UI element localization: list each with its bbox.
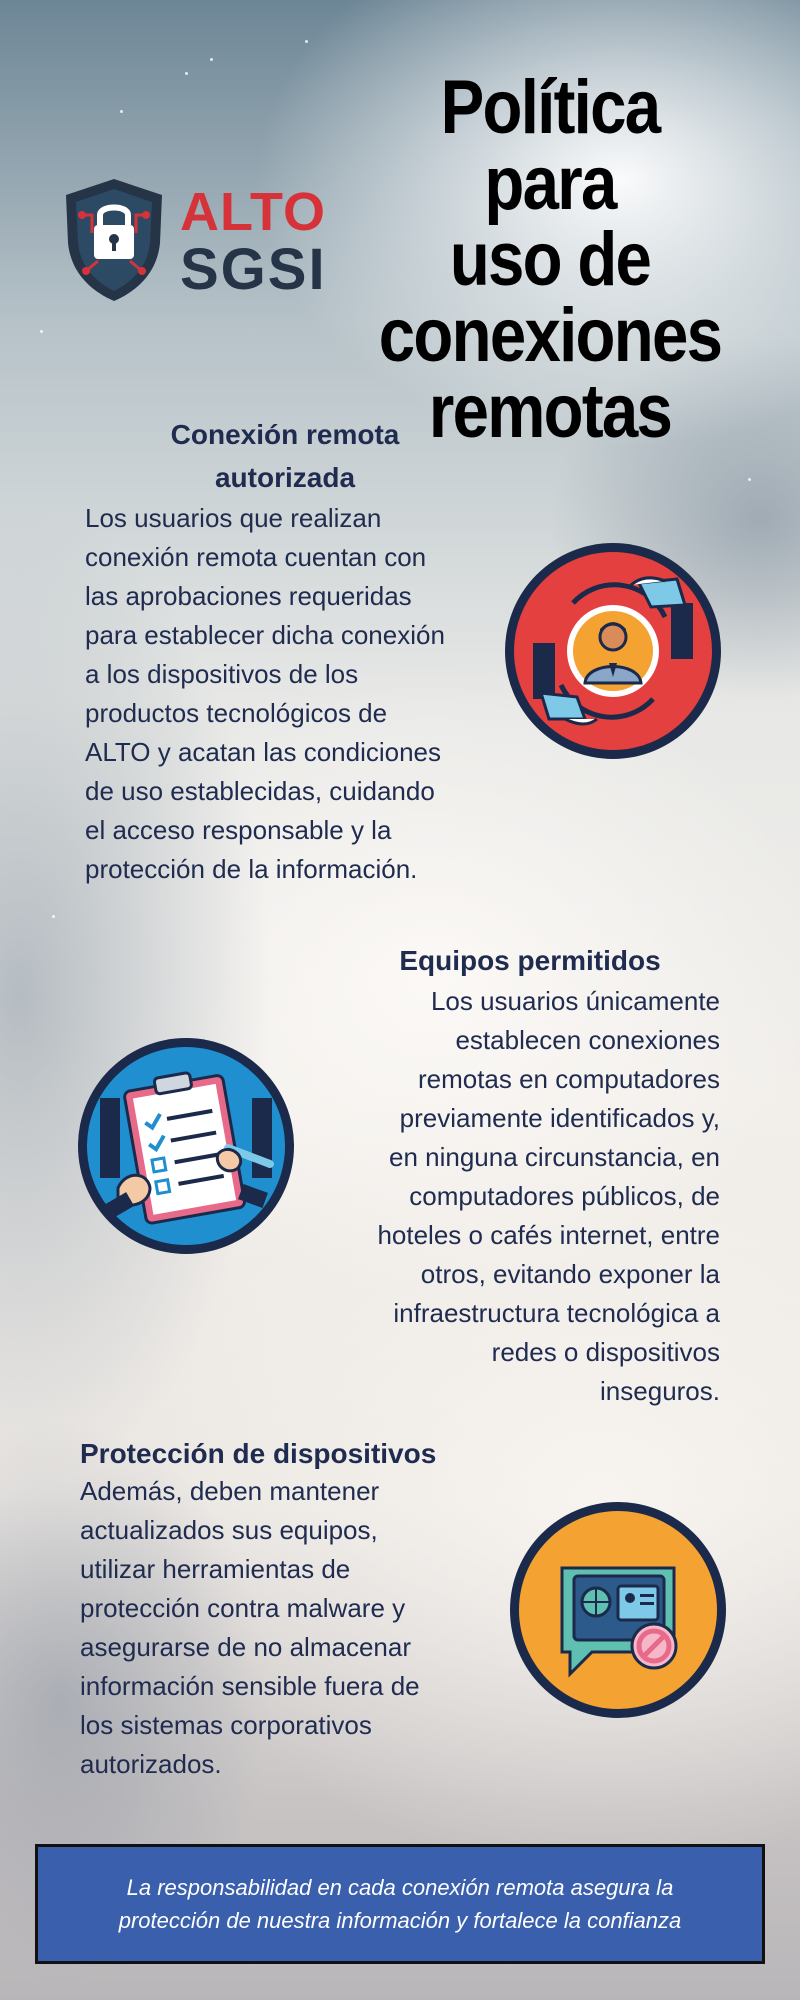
body-line: redes o dispositivos [491, 1337, 720, 1367]
section-body-equipos-permitidos [320, 982, 720, 1411]
background-speck [52, 915, 55, 918]
body-line: utilizar herramientas de [80, 1554, 351, 1584]
body-line: computadores públicos, de [409, 1181, 720, 1211]
body-line: información sensible fuera de [80, 1671, 420, 1701]
body-line: de uso establecidas, cuidando [85, 776, 435, 806]
section-heading-conexion-autorizada [85, 413, 485, 499]
body-line: Los usuarios únicamente [430, 986, 720, 1016]
body-line: las aprobaciones requeridas [85, 581, 412, 611]
background-speck [40, 330, 43, 333]
body-line: infraestructura tecnológica a [393, 1298, 720, 1328]
section-heading-line: Protección de dispositivos [80, 1438, 437, 1469]
section-heading-line: autorizada [214, 462, 356, 493]
section-heading-equipos-permitidos [330, 939, 730, 982]
body-line: a los dispositivos de los [85, 659, 359, 689]
body-line: actualizados sus equipos, [80, 1515, 378, 1545]
page-title [369, 65, 730, 454]
brand-name-line2: SGSI [180, 237, 327, 302]
section-heading-line: Conexión remota [170, 419, 400, 450]
body-line: hoteles o cafés internet, entre [377, 1220, 720, 1250]
page-title-line: conexiones [378, 293, 722, 378]
background-speck [210, 58, 213, 61]
body-line: asegurarse de no almacenar [80, 1632, 411, 1662]
body-line: autorizados. [80, 1749, 222, 1779]
section-heading-line: Equipos permitidos [399, 945, 661, 976]
user-handshake-icon [505, 543, 721, 759]
body-line: Los usuarios que realizan [85, 503, 382, 533]
id-card-blocked-icon [510, 1502, 726, 1718]
clipboard-checklist-icon [78, 1038, 294, 1254]
section-heading-proteccion-dispositivos [80, 1432, 500, 1475]
body-line: previamente identificados y, [399, 1103, 720, 1133]
background-speck [748, 478, 751, 481]
brand-logo [62, 175, 332, 305]
body-line: ALTO y acatan las condiciones [85, 737, 442, 767]
body-line: establecen conexiones [455, 1025, 720, 1055]
body-line: el acceso responsable y la [85, 815, 392, 845]
body-line: otros, evitando exponer la [420, 1259, 720, 1289]
background-speck [120, 110, 123, 113]
body-line: productos tecnológicos de [85, 698, 388, 728]
footer-banner [35, 1844, 765, 1964]
shield-padlock-icon [62, 175, 167, 303]
body-line: protección de la información. [85, 854, 418, 884]
body-line: en ninguna circunstancia, en [388, 1142, 720, 1172]
body-line: para establecer dicha conexión [85, 620, 445, 650]
section-body-proteccion-dispositivos [80, 1472, 500, 1784]
body-line: protección contra malware y [80, 1593, 406, 1623]
section-body-conexion-autorizada [85, 499, 485, 889]
body-line: inseguros. [600, 1376, 720, 1406]
page-title-line: Política para [440, 65, 660, 226]
footer-line: La responsabilidad en cada conexión remota asegura la [126, 1875, 674, 1900]
background-speck [185, 72, 188, 75]
background-speck [305, 40, 308, 43]
page-title-line: remotas [428, 369, 672, 454]
footer-line: protección de nuestra información y fortalece la confianza [118, 1908, 682, 1933]
page-title-line: uso de [449, 217, 651, 302]
body-line: Además, deben mantener [80, 1476, 380, 1506]
body-line: remotas en computadores [417, 1064, 720, 1094]
body-line: los sistemas corporativos [80, 1710, 372, 1740]
brand-name-line1: ALTO [180, 182, 326, 242]
body-line: conexión remota cuentan con [85, 542, 427, 572]
